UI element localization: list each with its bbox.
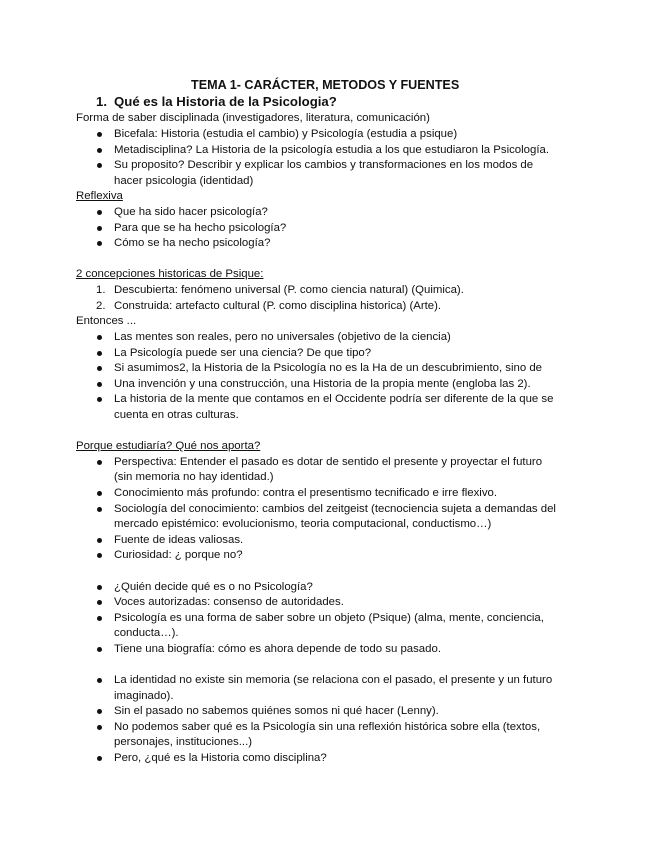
list-item: No podemos saber qué es la Psicología sin una reflexión histórica sobre ella (textos, (114, 721, 541, 733)
list-item: Bicefala: Historia (estudia el cambio) y Psicología (estudia a psique) (114, 128, 458, 140)
bullet-icon (97, 351, 102, 356)
bullet-icon (97, 600, 102, 605)
list-item: Descubierta: fenómeno universal (P. como ciencia natural) (Quimica). (114, 284, 464, 296)
list-item: Fuente de ideas valiosas. (114, 534, 244, 546)
list-number: 2. (96, 300, 106, 312)
list-item-continuation: cuenta en otras culturas. (114, 409, 239, 421)
list-item: Curiosidad: ¿ porque no? (114, 549, 243, 561)
list-item: Voces autorizadas: consenso de autoridades. (114, 596, 344, 608)
bullet-icon (97, 756, 102, 761)
bullet-icon (97, 241, 102, 246)
page-title: TEMA 1- CARÁCTER, METODOS Y FUENTES (191, 78, 460, 92)
list-item-continuation: personajes, instituciones...) (114, 736, 253, 748)
list-item: Si asumimos2, la Historia de la Psicología no es la Ha de un descubrimiento, sino de (114, 362, 543, 374)
bullet-icon (97, 725, 102, 730)
list-item: Una invención y una construcción, una Historia de la propia mente (engloba las 2). (114, 378, 531, 390)
subheading-porque: Porque estudiaría? Qué nos aporta? (76, 440, 261, 452)
list-item: Psicología es una forma de saber sobre un objeto (Psique) (alma, mente, conciencia, (114, 612, 544, 624)
entonces-text: Entonces ... (76, 315, 137, 327)
subheading-concepciones: 2 concepciones historicas de Psique: (76, 268, 264, 280)
list-item-continuation: imaginado). (114, 690, 174, 702)
list-item: Las mentes son reales, pero no universales (objetivo de la ciencia) (114, 331, 451, 343)
bullet-icon (97, 132, 102, 137)
list-item-continuation: (sin memoria no hay identidad.) (114, 471, 274, 483)
heading-number: 1. (96, 94, 107, 109)
list-item: La identidad no existe sin memoria (se relaciona con el pasado, el presente y un futuro (114, 674, 553, 686)
bullet-icon (97, 491, 102, 496)
list-number: 1. (96, 284, 106, 296)
intro-text: Forma de saber disciplinada (investigadores, literatura, comunicación) (76, 112, 430, 124)
bullet-icon (97, 647, 102, 652)
list-item: Sin el pasado no sabemos quiénes somos ni qué hacer (Lenny). (114, 705, 439, 717)
bullet-icon (97, 538, 102, 543)
bullet-icon (97, 210, 102, 215)
bullet-icon (97, 553, 102, 558)
list-item: Conocimiento más profundo: contra el presentismo tecnificado e irre flexivo. (114, 487, 498, 499)
bullet-icon (97, 616, 102, 621)
list-item: Que ha sido hacer psicología? (114, 206, 268, 218)
bullet-icon (97, 382, 102, 387)
bullet-icon (97, 397, 102, 402)
list-item-continuation: conducta…). (114, 627, 179, 639)
bullet-icon (97, 148, 102, 153)
list-item: Su proposito? Describir y explicar los cambios y transformaciones en los modos de (114, 159, 534, 171)
bullet-icon (97, 226, 102, 231)
bullet-icon (97, 366, 102, 371)
list-item-continuation: mercado epistémico: evolucionismo, teoria computacional, conductismo…) (114, 518, 492, 530)
list-item: Pero, ¿qué es la Historia como disciplina? (114, 752, 327, 764)
list-item: La historia de la mente que contamos en el Occidente podría ser diferente de la que se (114, 393, 554, 405)
list-item: Para que se ha hecho psicología? (114, 222, 287, 234)
subheading-reflexiva: Reflexiva (76, 190, 123, 202)
list-item: Perspectiva: Entender el pasado es dotar de sentido el presente y proyectar el futuro (114, 456, 543, 468)
section-heading: Qué es la Historia de la Psicologia? (114, 94, 337, 109)
bullet-icon (97, 678, 102, 683)
bullet-icon (97, 585, 102, 590)
list-item: La Psicología puede ser una ciencia? De que tipo? (114, 347, 372, 359)
bullet-icon (97, 507, 102, 512)
bullet-icon (97, 460, 102, 465)
list-item: Cómo se ha necho psicología? (114, 237, 271, 249)
bullet-icon (97, 335, 102, 340)
list-item: Tiene una biografía: cómo es ahora depende de todo su pasado. (114, 643, 441, 655)
list-item: Metadisciplina? La Historia de la psicología estudia a los que estudiaron la Psicología. (114, 144, 550, 156)
list-item: ¿Quién decide qué es o no Psicología? (114, 581, 313, 593)
list-item: Construida: artefacto cultural (P. como disciplina historica) (Arte). (114, 300, 442, 312)
list-item-continuation: hacer psicologia (identidad) (114, 175, 254, 187)
bullet-icon (97, 709, 102, 714)
list-item: Sociología del conocimiento: cambios del zeitgeist (tecnociencia sujeta a demandas del (114, 503, 556, 515)
bullet-icon (97, 163, 102, 168)
